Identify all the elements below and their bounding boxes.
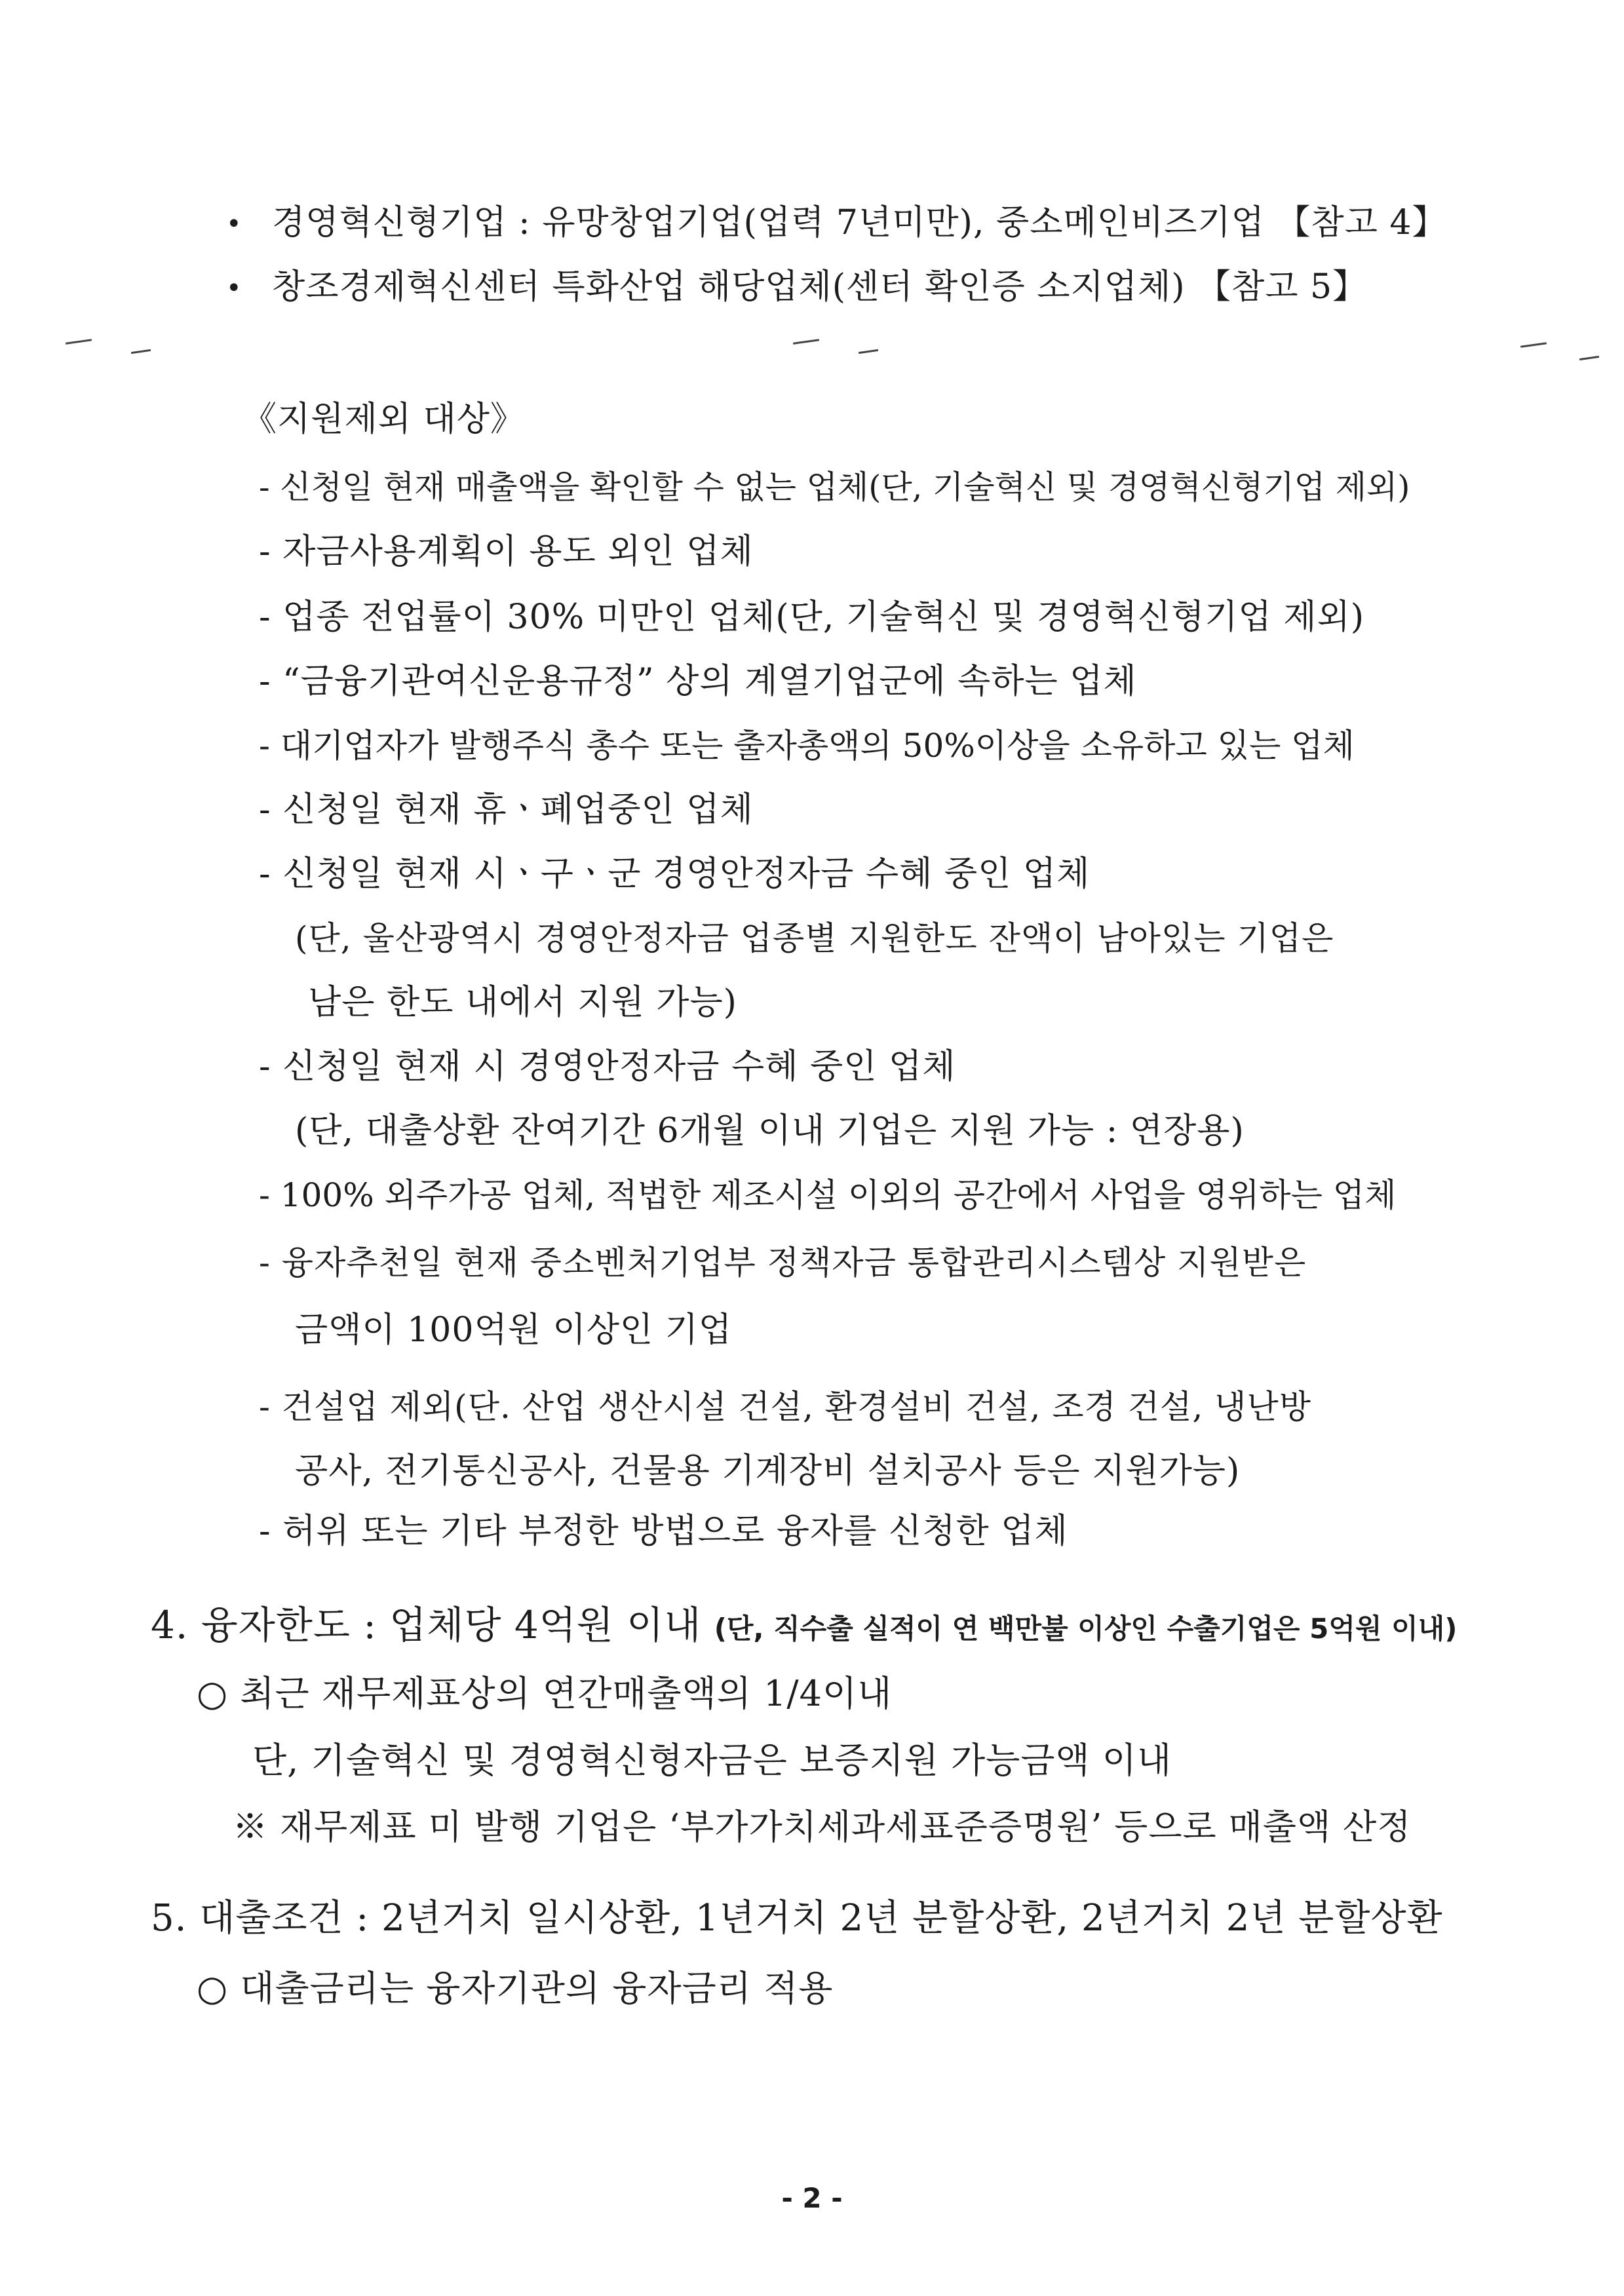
exclusion-item-continuation: 공사, 전기통신공사, 건물용 기계장비 설치공사 등은 지원가능) bbox=[295, 1451, 1241, 1491]
scan-mark bbox=[1579, 356, 1599, 360]
exclusion-item: - 신청일 현재 매출액을 확인할 수 없는 업체(단, 기술혁신 및 경영혁신형기업 제외) bbox=[259, 469, 1410, 506]
exclusion-item-continuation: 남은 한도 내에서 지원 가능) bbox=[308, 983, 737, 1022]
section-4-heading-text: 4. 융자한도 : 업체당 4억원 이내 bbox=[151, 1603, 702, 1647]
exclusion-item: - 융자추천일 현재 중소벤처기업부 정책자금 통합관리시스템상 지원받은 bbox=[259, 1244, 1307, 1282]
section-5-heading: 5. 대출조건 : 2년거치 일시상환, 1년거치 2년 분할상환, 2년거치 2년 분할상환 bbox=[151, 1897, 1443, 1940]
exclusion-item: - 허위 또는 기타 부정한 방법으로 융자를 신청한 업체 bbox=[259, 1512, 1068, 1551]
exclusion-item: - “금융기관여신운용규정” 상의 계열기업군에 속하는 업체 bbox=[259, 662, 1137, 701]
scan-mark bbox=[131, 349, 151, 354]
section-4-heading bbox=[151, 1602, 1457, 1652]
scan-mark bbox=[66, 339, 92, 345]
section-5-item: ○ 대출금리는 융자기관의 융자금리 적용 bbox=[197, 1968, 834, 2009]
exclusion-item: - 신청일 현재 휴ㆍ폐업중인 업체 bbox=[259, 790, 754, 830]
section-4-heading-note: (단, 직수출 실적이 연 백만불 이상인 수출기업은 5억원 이내) bbox=[714, 1613, 1458, 1645]
bullet-item: 창조경제혁신센터 특화산업 해당업체(센터 확인증 소지업체) 【참고 5】 bbox=[272, 267, 1368, 307]
section-4-item: ○ 최근 재무제표상의 연간매출액의 1/4이내 bbox=[197, 1673, 893, 1714]
scan-mark bbox=[1520, 342, 1547, 348]
exclusion-item: - 100% 외주가공 업체, 적법한 제조시설 이외의 공간에서 사업을 영위하는 업체 bbox=[259, 1176, 1397, 1214]
section-4-note: ※ 재무제표 미 발행 기업은 ‘부가가치세과세표준증명원’ 등으로 매출액 산정 bbox=[233, 1807, 1412, 1847]
exclusion-item-continuation: (단, 대출상환 잔여기간 6개월 이내 기업은 지원 가능 : 연장용) bbox=[295, 1111, 1245, 1151]
exclusion-item: - 대기업자가 발행주식 총수 또는 출자총액의 50%이상을 소유하고 있는 업체 bbox=[259, 727, 1355, 765]
exclusion-item-continuation: (단, 울산광역시 경영안정자금 업종별 지원한도 잔액이 남아있는 기업은 bbox=[295, 919, 1334, 957]
exclusion-item: - 건설업 제외(단. 산업 생산시설 건설, 환경설비 건설, 조경 건설, 냉난방 bbox=[259, 1388, 1312, 1426]
bullet-dot: • bbox=[226, 209, 242, 239]
exclusion-item: - 신청일 현재 시ㆍ구ㆍ군 경영안정자금 수혜 중인 업체 bbox=[259, 854, 1091, 894]
exclusion-item: - 자금사용계획이 용도 외인 업체 bbox=[259, 532, 754, 571]
bullet-item: 경영혁신형기업 : 유망창업기업(업력 7년미만), 중소메인비즈기업 【참고 4】 bbox=[272, 203, 1447, 242]
exclusion-item: - 업종 전업률이 30% 미만인 업체(단, 기술혁신 및 경영혁신형기업 제외) bbox=[259, 598, 1365, 637]
scan-mark bbox=[793, 339, 819, 345]
exclusion-item-continuation: 금액이 100억원 이상인 기업 bbox=[295, 1311, 733, 1350]
scan-mark bbox=[859, 349, 878, 354]
bullet-dot: • bbox=[226, 273, 242, 303]
page-number: - 2 - bbox=[781, 2182, 843, 2214]
exclusion-title: 《지원제외 대상》 bbox=[242, 400, 525, 439]
exclusion-item: - 신청일 현재 시 경영안정자금 수혜 중인 업체 bbox=[259, 1047, 956, 1086]
section-4-item-continuation: 단, 기술혁신 및 경영혁신형자금은 보증지원 가능금액 이내 bbox=[252, 1740, 1172, 1781]
